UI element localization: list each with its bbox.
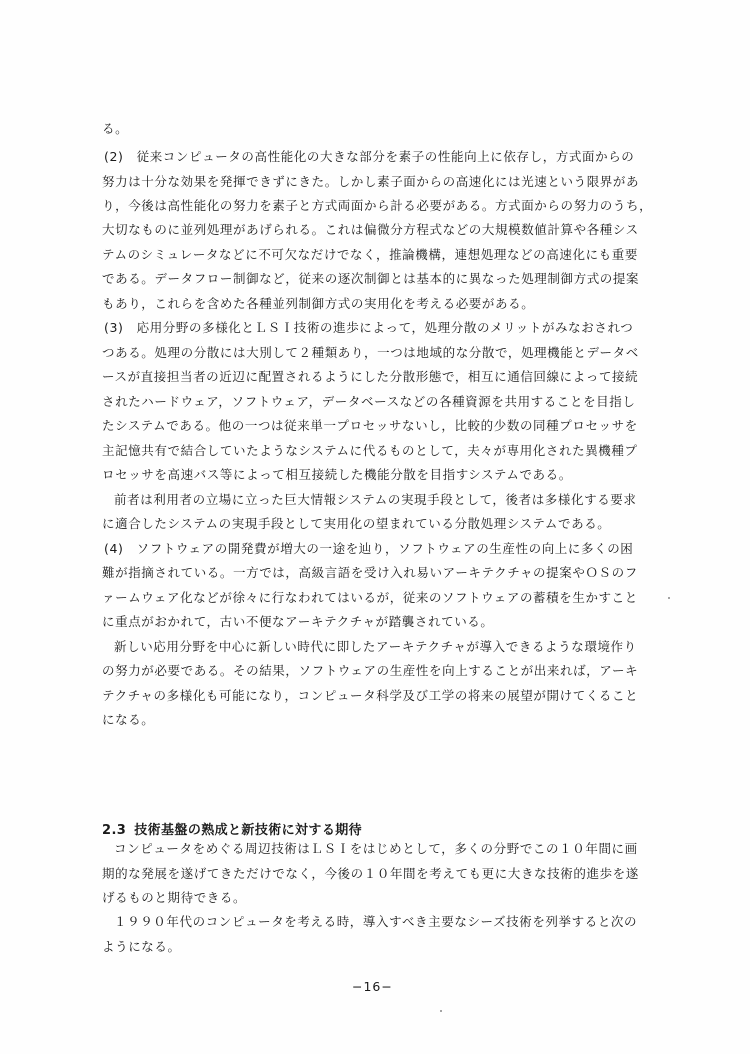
text-line: コンピュータをめぐる周辺技術はＬＳＩをはじめとして，多くの分野でこの１０年間に画 [114,841,638,856]
text-line: (3) 応用分野の多様化とＬＳＩ技術の進歩によって，処理分散のメリットがみなおされつ [104,320,634,335]
text-line: 努力は十分な効果を発揮できずにきた。しかし素子面からの高速化には光速という限界があ [102,174,640,189]
text-line: 難が指摘されている。一方では，高級言語を受け入れ易いアーキテクチャの提案やＯＳのフ [102,565,638,580]
text-line: もあり，これらを含めた各種並列制御方式の実用化を考える必要がある。 [102,296,535,311]
text-line: 新しい応用分野を中心に新しい時代に即したアーキテクチャが導入できるような環境作り [114,639,637,654]
text-line: る。 [102,121,129,136]
text-line: 大切なものに並列処理があげられる。これは偏微分方程式などの大規模数値計算や各種シス [102,222,639,237]
text-line: げるものと期待できる。 [102,890,247,905]
section-title: 技術基盤の熟成と新技術に対する期待 [134,823,363,838]
text-line: に重点がおかれて，古い不便なアーキテクチャが踏襲されている。 [102,614,494,629]
text-line: １９９０年代のコンピュータを考える時，導入すべき主要なシーズ技術を列挙すると次の [114,914,638,929]
text-line: ロセッサを高速バス等によって相互接続した機能分散を目指すシステムである。 [102,467,572,482]
scan-speck [668,597,670,599]
section-number: 2.3 [102,823,127,838]
text-line: である。データフロー制御など，従来の逐次制御とは基本的に異なった処理制御方式の提案 [102,271,640,286]
page-number: −16− [352,979,393,994]
text-line: り，今後は高性能化の努力を素子と方式両面から計る必要がある。方式面からの努力のうち， [102,198,653,213]
text-line: (4) ソフトウェアの開発費が増大の一途を辿り，ソフトウェアの生産性の向上に多くの困 [104,541,634,556]
text-line: の努力が必要である。その結果，ソフトウェアの生産性を向上することが出来れば，アーキ [102,663,639,678]
text-line: つある。処理の分散には大別して２種類あり，一つは地域的な分散で，処理機能とデータベ [102,345,639,360]
section-heading [102,819,362,838]
text-line: になる。 [102,712,155,727]
text-line: ようになる。 [102,939,181,954]
text-line: テムのシミュレータなどに不可欠なだけでなく，推論機構，連想処理などの高速化にも重要 [102,247,638,262]
text-line: 前者は利用者の立場に立った巨大情報システムの実現手段として，後者は多様化する要求 [114,492,637,507]
text-line: テクチャの多様化も可能になり，コンピュータ科学及び工学の将来の展望が開けてくること [102,688,639,703]
scan-speck [440,1010,442,1012]
text-line: ァームウェア化などが徐々に行なわれてはいるが，従来のソフトウェアの蓄積を生かすこと [102,590,638,605]
text-line: たシステムである。他の一つは従来単一プロセッサないし，比較的少数の同種プロセッサを [102,418,638,433]
text-line: (2) 従来コンピュータの高性能化の大きな部分を素子の性能向上に依存し，方式面からの [104,149,635,164]
text-line: 主記憶共有で結合していたようなシステムに代るものとして，夫々が専用化された異機種プ [102,443,638,458]
text-line: に適合したシステムの実現手段として実用化の望まれている分散処理システムである。 [102,516,611,531]
text-line: 期的な発展を遂げてきただけでなく，今後の１０年間を考えても更に大きな技術的進歩を遂 [102,866,639,881]
text-line: されたハードウェア，ソフトウェア，データベースなどの各種資源を共用することを目指し [102,394,636,409]
text-line: ースが直接担当者の近辺に配置されるようにした分散形態で，相互に通信回線によって接続 [102,369,639,384]
